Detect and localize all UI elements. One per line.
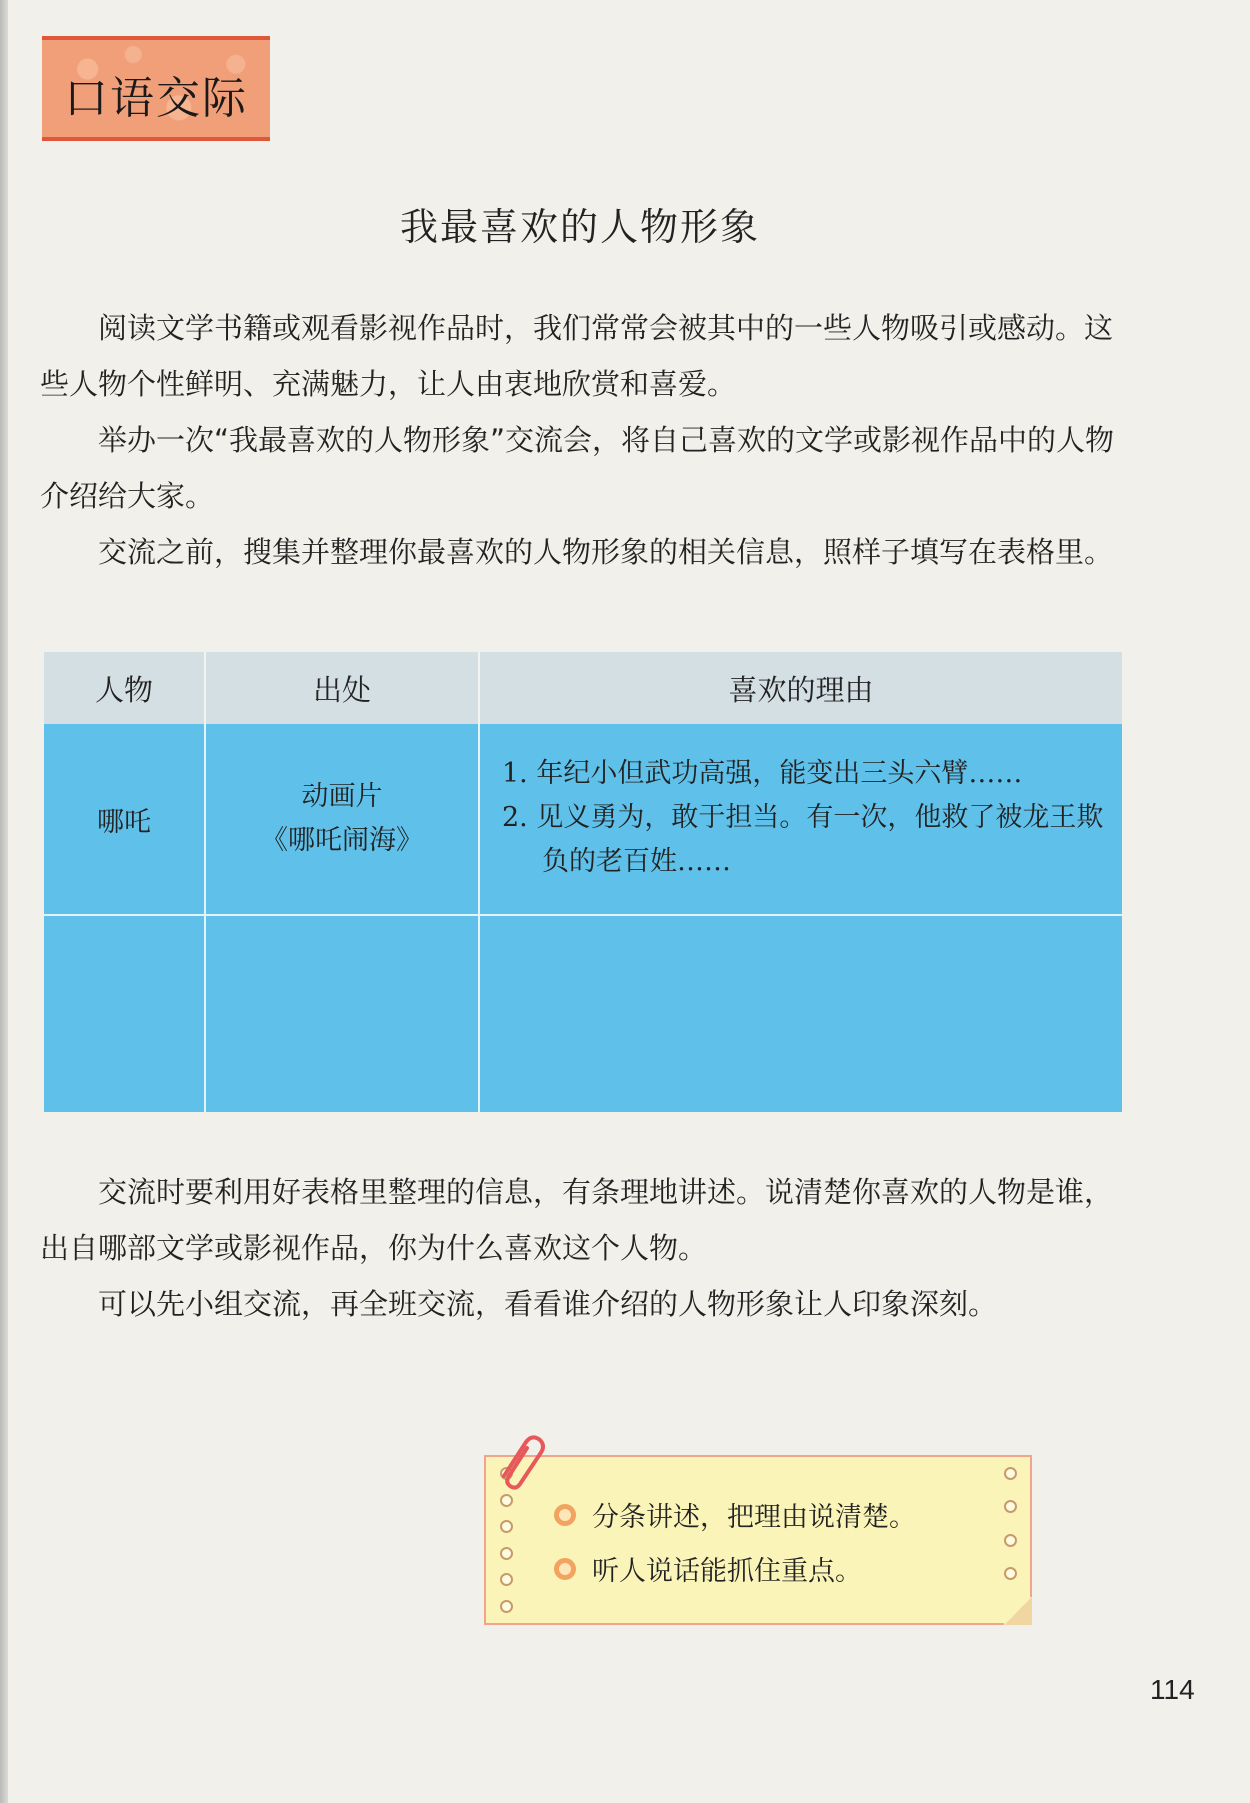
tips-card — [484, 1455, 1032, 1625]
example-source-type: 动画片 — [301, 781, 383, 812]
speaking-paragraph: 交流时要利用好表格里整理的信息，有条理地讲述。说清楚你喜欢的人物是谁，出自哪部文学或影视作品，你为什么喜欢这个人物。 — [40, 1175, 1114, 1265]
page-edge — [0, 0, 8, 1803]
header-source: 出处 — [206, 652, 480, 724]
binder-holes-right — [1004, 1467, 1016, 1613]
group-paragraph: 可以先小组交流，再全班交流，看看谁介绍的人物形象让人印象深刻。 — [98, 1287, 998, 1321]
example-source-title: 《哪吒闹海》 — [261, 825, 423, 856]
blank-reasons-cell[interactable] — [480, 916, 1122, 1112]
table-row — [44, 724, 1122, 916]
tip-item — [554, 1549, 862, 1588]
bullet-icon — [554, 1504, 576, 1526]
page-fold-icon — [1004, 1597, 1032, 1625]
example-character: 哪吒 — [44, 724, 206, 914]
table-header — [44, 652, 1122, 724]
example-source — [206, 724, 480, 914]
bullet-icon — [554, 1558, 576, 1580]
header-reasons: 喜欢的理由 — [728, 672, 874, 707]
section-tag-label: 口语交际 — [64, 73, 248, 124]
blank-character-cell[interactable] — [44, 916, 206, 1112]
preparation-paragraph: 交流之前，搜集并整理你最喜欢的人物形象的相关信息，照样子填写在表格里。 — [98, 535, 1114, 569]
example-reasons — [480, 724, 1122, 914]
blank-source-cell[interactable] — [206, 916, 480, 1112]
tip-text: 听人说话能抓住重点。 — [592, 1556, 862, 1587]
header-character: 人物 — [44, 652, 206, 724]
table-row-blank — [44, 916, 1122, 1112]
event-paragraph: 举办一次“我最喜欢的人物形象”交流会，将自己喜欢的文学或影视作品中的人物介绍给大家。 — [40, 423, 1115, 513]
character-table — [44, 652, 1122, 1112]
reason-item: 2. 见义勇为，敢于担当。有一次，他救了被龙王欺负的老百姓…… — [502, 802, 1104, 877]
paperclip-icon — [490, 1432, 550, 1492]
section-tag — [42, 36, 270, 141]
intro-paragraph: 阅读文学书籍或观看影视作品时，我们常常会被其中的一些人物吸引或感动。这些人物个性鲜明、充满魅力，让人由衷地欣赏和喜爱。 — [40, 311, 1114, 401]
page-number: 114 — [1150, 1674, 1195, 1705]
reason-item: 1. 年纪小但武功高强，能变出三头六臂…… — [502, 758, 1023, 789]
tip-item — [554, 1495, 916, 1534]
page-title: 我最喜欢的人物形象 — [399, 205, 760, 249]
tip-text: 分条讲述，把理由说清楚。 — [592, 1502, 916, 1533]
